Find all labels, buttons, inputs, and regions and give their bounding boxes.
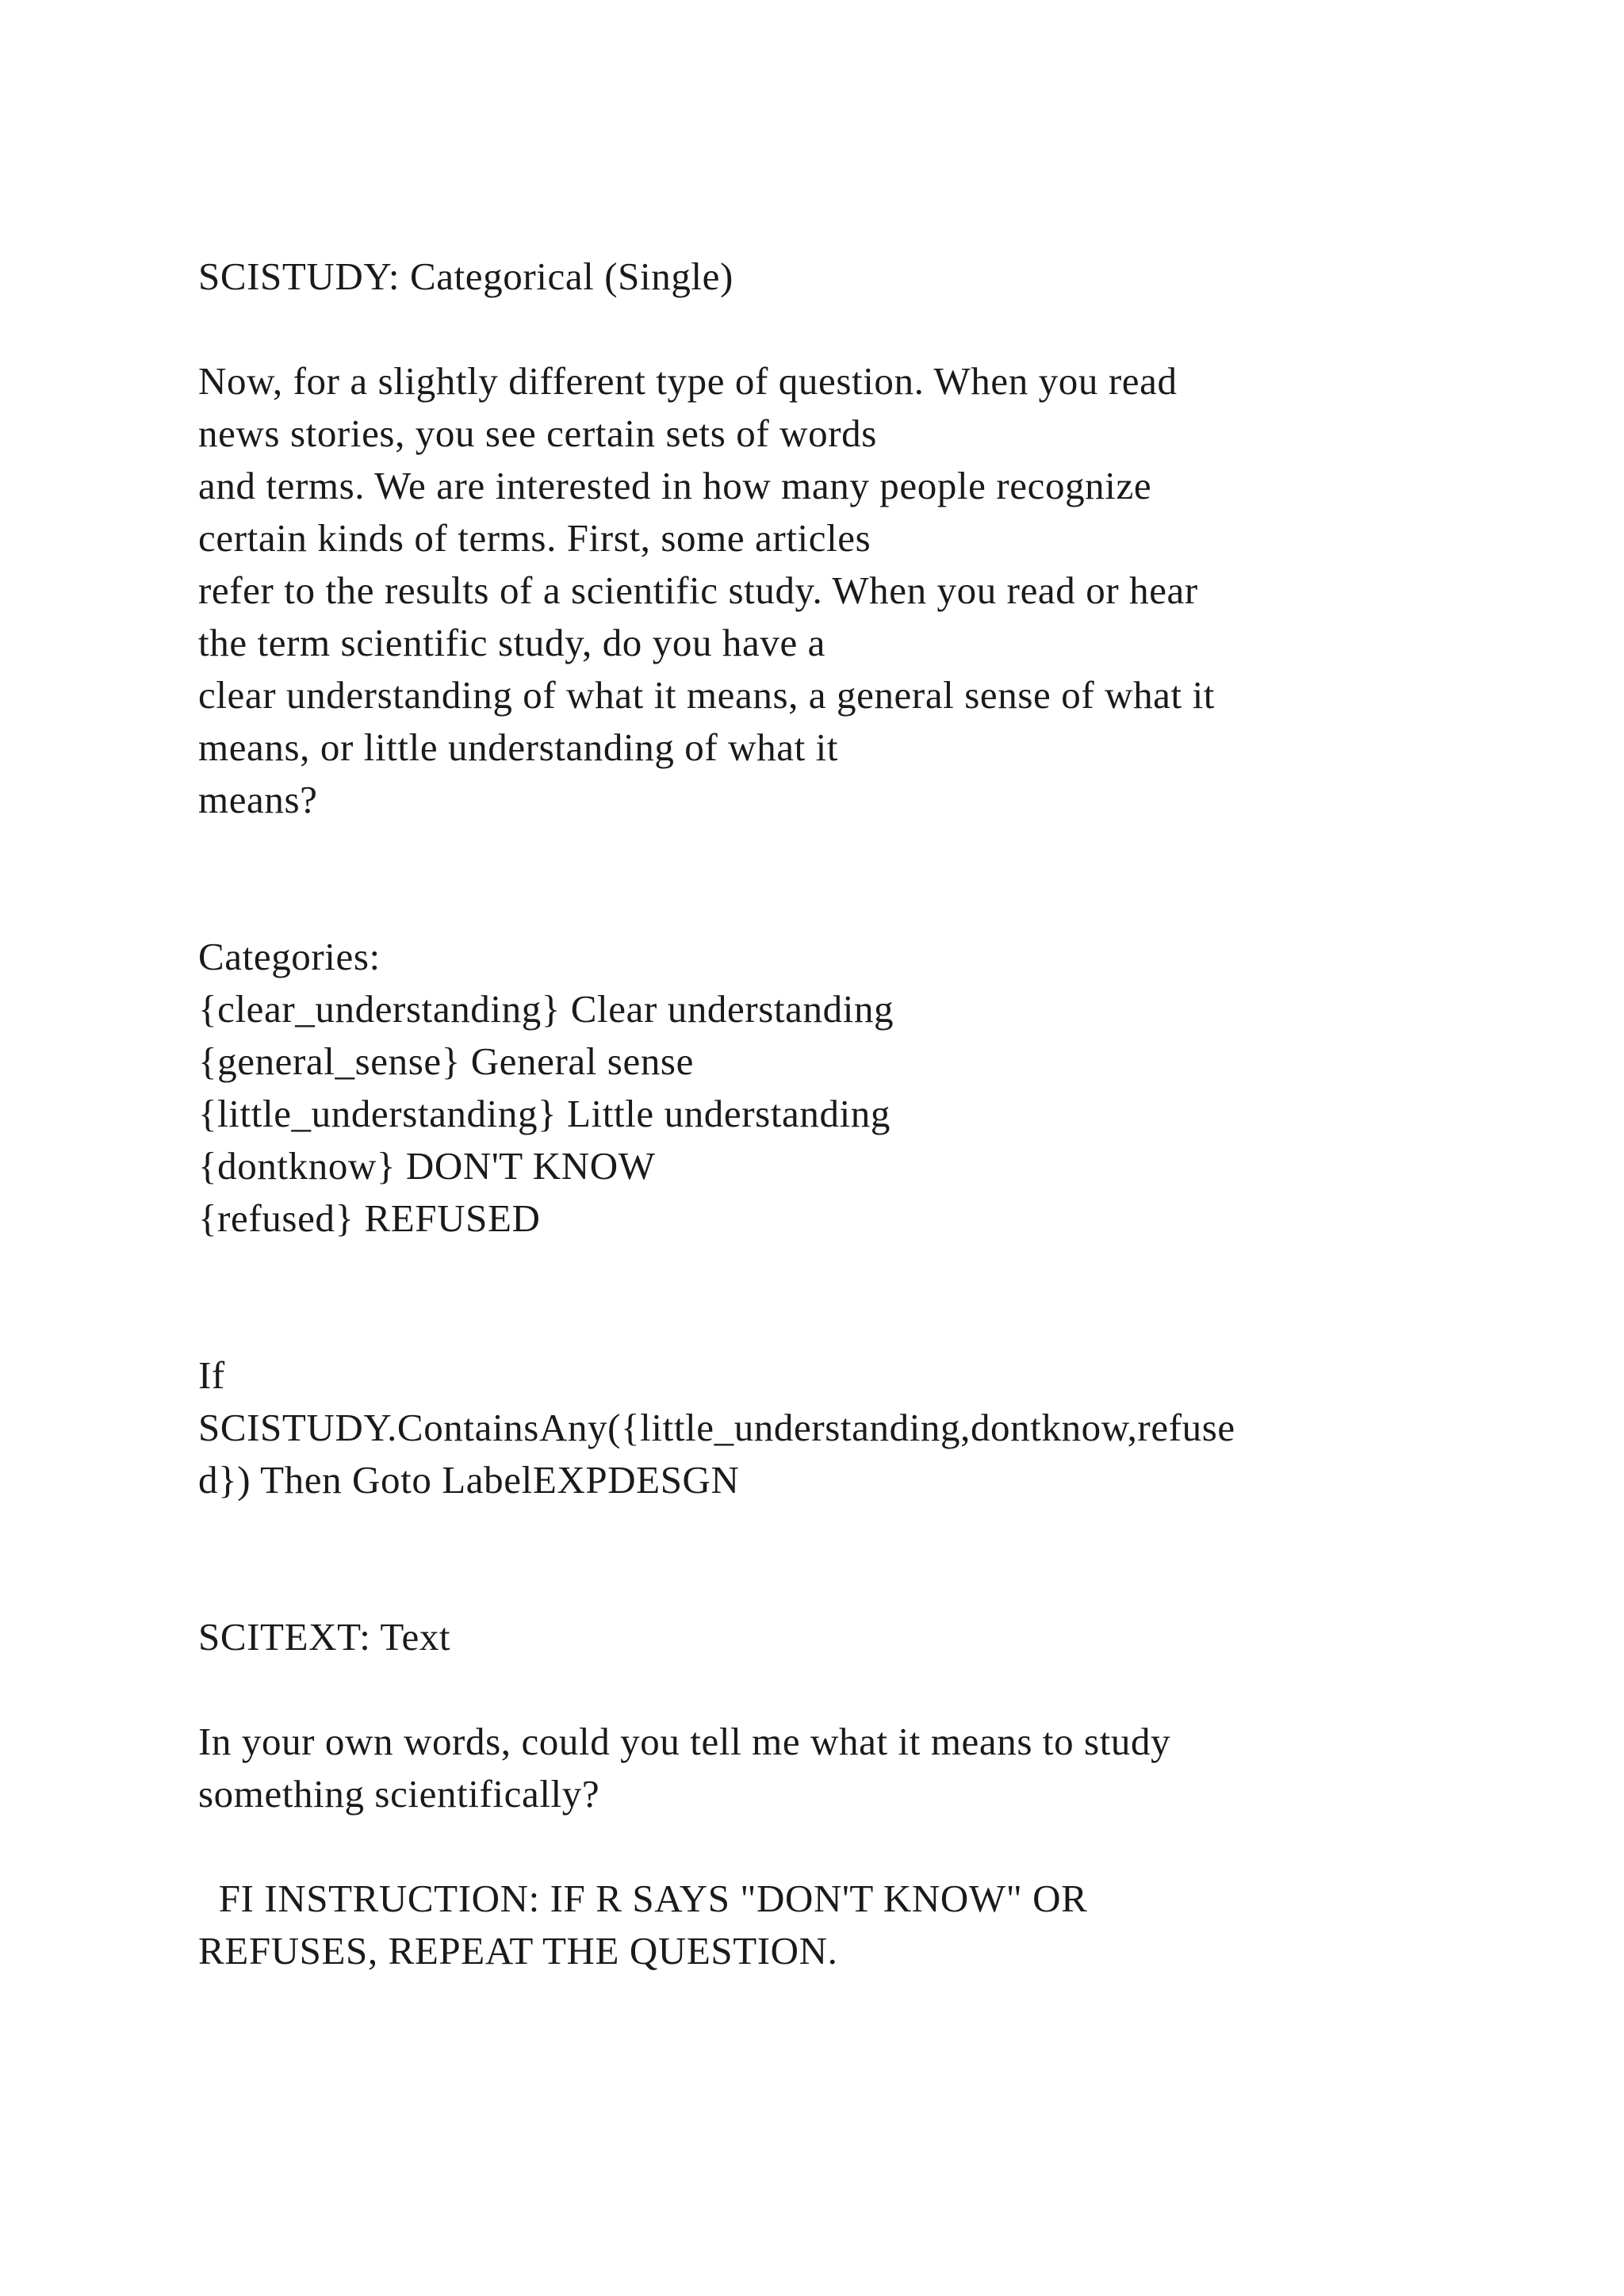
category-item: {dontknow} DON'T KNOW — [198, 1144, 656, 1188]
question-line: clear understanding of what it means, a general sense of what it — [198, 673, 1216, 717]
logic-line: SCISTUDY.ContainsAny({little_understanding,dontknow,refuse — [198, 1406, 1235, 1449]
category-item: {little_understanding} Little understanding — [198, 1092, 891, 1135]
scitext-question-line: In your own words, could you tell me what it means to study — [198, 1720, 1171, 1763]
question-line: Now, for a slightly different type of question. When you read — [198, 359, 1178, 403]
scistudy-header: SCISTUDY: Categorical (Single) — [198, 254, 733, 298]
question-line: news stories, you see certain sets of words — [198, 411, 877, 455]
fi-instruction-line: FI INSTRUCTION: IF R SAYS "DON'T KNOW" OR — [198, 1877, 1088, 1920]
question-line: means? — [198, 778, 318, 821]
category-item: {general_sense} General sense — [198, 1039, 694, 1083]
scitext-question-line: something scientifically? — [198, 1772, 600, 1816]
logic-line: d}) Then Goto LabelEXPDESGN — [198, 1458, 740, 1502]
question-line: and terms. We are interested in how many people recognize — [198, 464, 1152, 507]
scitext-header: SCITEXT: Text — [198, 1615, 451, 1659]
category-item: {refused} REFUSED — [198, 1196, 541, 1240]
category-item: {clear_understanding} Clear understanding — [198, 987, 894, 1031]
fi-instruction-line: REFUSES, REPEAT THE QUESTION. — [198, 1929, 838, 1973]
question-line: certain kinds of terms. First, some articles — [198, 516, 871, 560]
question-line: the term scientific study, do you have a — [198, 621, 825, 664]
question-line: means, or little understanding of what it — [198, 725, 839, 769]
question-line: refer to the results of a scientific study. When you read or hear — [198, 568, 1198, 612]
categories-label: Categories: — [198, 935, 381, 978]
logic-line: If — [198, 1353, 225, 1397]
